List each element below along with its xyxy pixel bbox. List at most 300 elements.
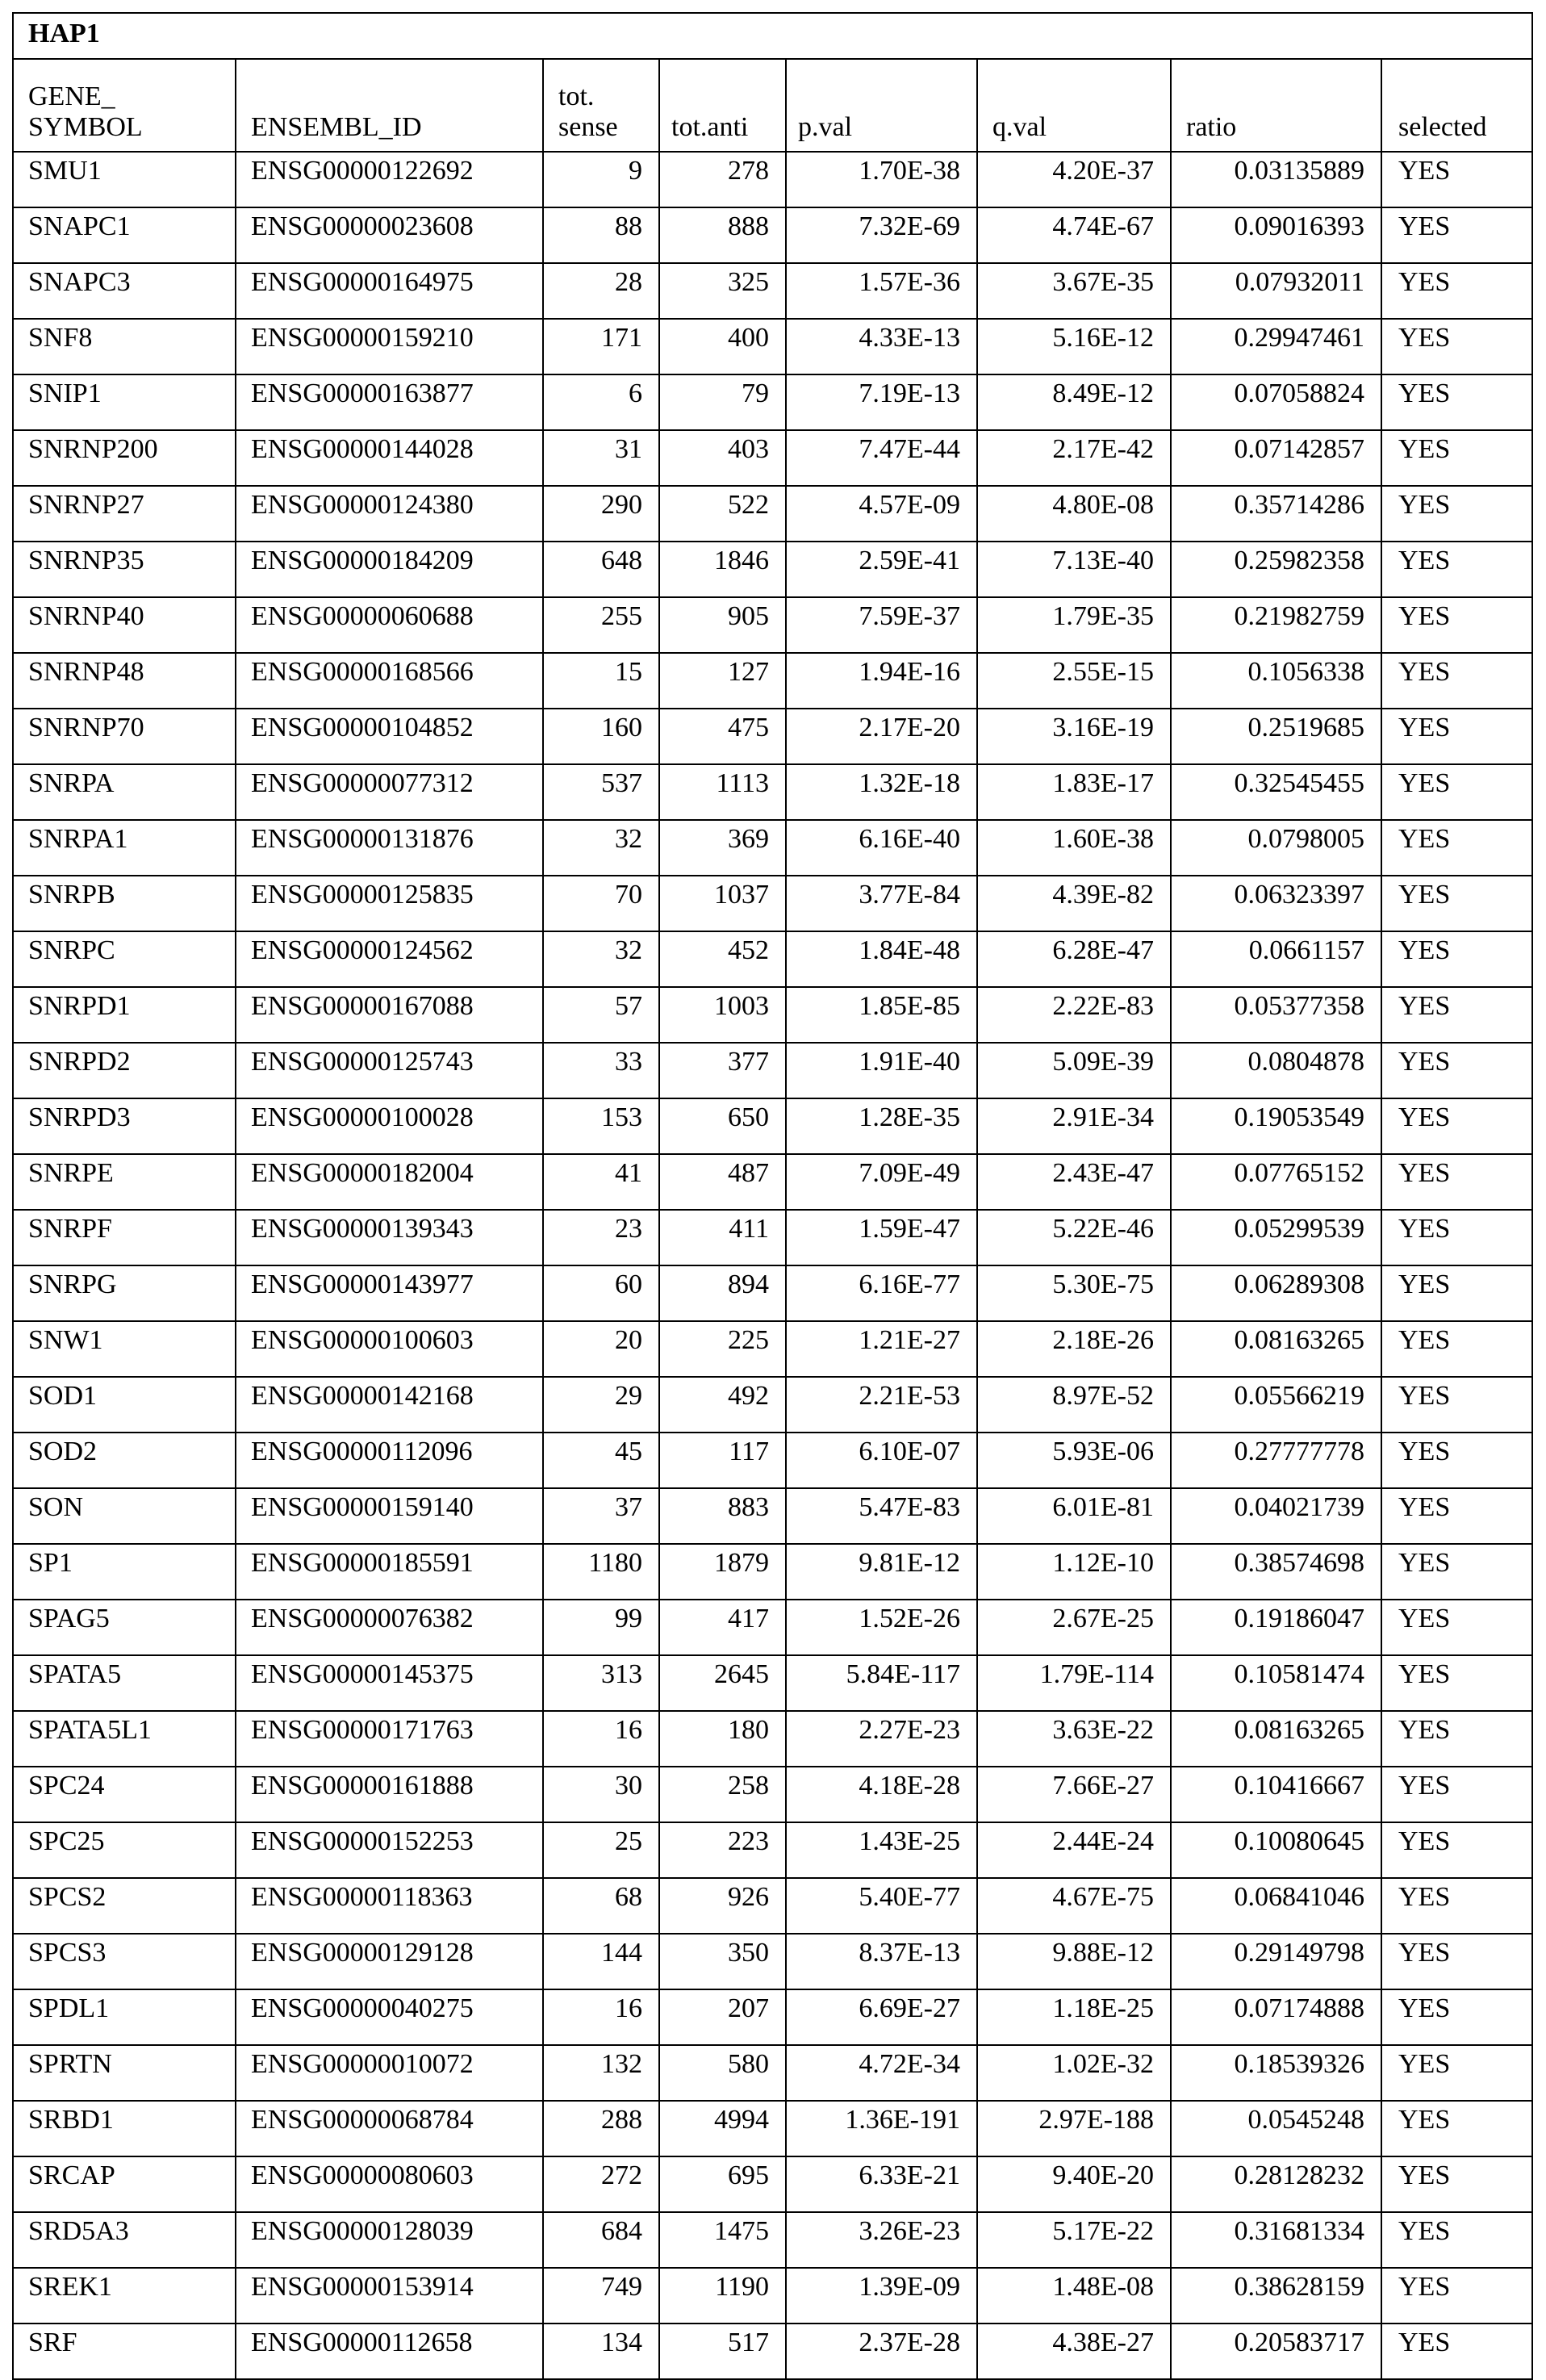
cell-gene-symbol: SPAG5 (13, 1600, 236, 1655)
cell-q-val: 1.02E-32 (977, 2045, 1171, 2101)
cell-ratio: 0.06841046 (1171, 1878, 1381, 1934)
cell-selected: YES (1381, 1488, 1532, 1544)
cell-tot-anti: 475 (659, 709, 786, 764)
cell-selected: YES (1381, 152, 1532, 207)
table-row (13, 1377, 1532, 1433)
cell-selected: YES (1381, 1377, 1532, 1433)
cell-selected: YES (1381, 764, 1532, 820)
cell-gene-symbol: SNRNP200 (13, 430, 236, 486)
cell-gene-symbol: SOD1 (13, 1377, 236, 1433)
cell-p-val: 4.33E-13 (786, 319, 977, 374)
cell-tot-anti: 417 (659, 1600, 786, 1655)
cell-gene-symbol: SRBD1 (13, 2101, 236, 2156)
cell-q-val: 4.80E-08 (977, 486, 1171, 542)
cell-selected: YES (1381, 263, 1532, 319)
cell-q-val: 1.60E-38 (977, 820, 1171, 876)
header-label: GENE_ SYMBOL (28, 82, 117, 143)
cell-ensembl-id: ENSG00000168566 (236, 653, 543, 709)
cell-q-val: 4.74E-67 (977, 207, 1171, 263)
table-row (13, 319, 1532, 374)
cell-q-val: 1.18E-25 (977, 1989, 1171, 2045)
cell-q-val: 3.63E-22 (977, 1711, 1171, 1767)
cell-gene-symbol: SNW1 (13, 1321, 236, 1377)
cell-selected: YES (1381, 1711, 1532, 1767)
cell-p-val: 1.91E-40 (786, 1043, 977, 1098)
cell-ratio: 0.19186047 (1171, 1600, 1381, 1655)
cell-tot-anti: 1113 (659, 764, 786, 820)
table-row (13, 2212, 1532, 2268)
cell-tot-anti: 580 (659, 2045, 786, 2101)
cell-p-val: 2.37E-28 (786, 2324, 977, 2379)
cell-ratio: 0.08163265 (1171, 1321, 1381, 1377)
cell-gene-symbol: SPCS2 (13, 1878, 236, 1934)
cell-ratio: 0.0804878 (1171, 1043, 1381, 1098)
cell-tot-sense: 160 (543, 709, 659, 764)
cell-tot-sense: 648 (543, 542, 659, 597)
cell-gene-symbol: SNAPC1 (13, 207, 236, 263)
cell-tot-anti: 1475 (659, 2212, 786, 2268)
cell-p-val: 4.57E-09 (786, 486, 977, 542)
cell-ensembl-id: ENSG00000104852 (236, 709, 543, 764)
cell-selected: YES (1381, 1655, 1532, 1711)
cell-q-val: 4.67E-75 (977, 1878, 1171, 1934)
cell-ratio: 0.05377358 (1171, 987, 1381, 1043)
cell-tot-anti: 369 (659, 820, 786, 876)
cell-ratio: 0.19053549 (1171, 1098, 1381, 1154)
cell-tot-anti: 377 (659, 1043, 786, 1098)
cell-selected: YES (1381, 931, 1532, 987)
cell-q-val: 6.01E-81 (977, 1488, 1171, 1544)
cell-ratio: 0.38628159 (1171, 2268, 1381, 2324)
cell-tot-anti: 1879 (659, 1544, 786, 1600)
cell-gene-symbol: SNRPA1 (13, 820, 236, 876)
cell-ensembl-id: ENSG00000023608 (236, 207, 543, 263)
cell-ensembl-id: ENSG00000060688 (236, 597, 543, 653)
cell-tot-anti: 1846 (659, 542, 786, 597)
cell-q-val: 5.16E-12 (977, 319, 1171, 374)
cell-selected: YES (1381, 597, 1532, 653)
cell-gene-symbol: SPDL1 (13, 1989, 236, 2045)
table-title-row (13, 13, 1532, 59)
cell-ensembl-id: ENSG00000077312 (236, 764, 543, 820)
cell-ratio: 0.05299539 (1171, 1210, 1381, 1265)
cell-q-val: 4.20E-37 (977, 152, 1171, 207)
cell-tot-anti: 278 (659, 152, 786, 207)
cell-gene-symbol: SOD2 (13, 1433, 236, 1488)
cell-p-val: 1.43E-25 (786, 1822, 977, 1878)
cell-ratio: 0.31681334 (1171, 2212, 1381, 2268)
cell-ensembl-id: ENSG00000129128 (236, 1934, 543, 1989)
cell-ensembl-id: ENSG00000040275 (236, 1989, 543, 2045)
table-row (13, 876, 1532, 931)
table-row (13, 430, 1532, 486)
cell-p-val: 2.17E-20 (786, 709, 977, 764)
cell-tot-anti: 2645 (659, 1655, 786, 1711)
cell-ensembl-id: ENSG00000118363 (236, 1878, 543, 1934)
cell-tot-anti: 1003 (659, 987, 786, 1043)
cell-ratio: 0.08163265 (1171, 1711, 1381, 1767)
cell-gene-symbol: SNRPA (13, 764, 236, 820)
cell-tot-anti: 883 (659, 1488, 786, 1544)
cell-p-val: 4.18E-28 (786, 1767, 977, 1822)
cell-tot-sense: 6 (543, 374, 659, 430)
cell-selected: YES (1381, 820, 1532, 876)
cell-q-val: 5.17E-22 (977, 2212, 1171, 2268)
cell-gene-symbol: SMU1 (13, 152, 236, 207)
cell-ratio: 0.07174888 (1171, 1989, 1381, 2045)
cell-p-val: 1.70E-38 (786, 152, 977, 207)
header-ensembl-id: ENSEMBL_ID (236, 59, 543, 152)
cell-gene-symbol: SPRTN (13, 2045, 236, 2101)
cell-q-val: 2.91E-34 (977, 1098, 1171, 1154)
cell-ensembl-id: ENSG00000144028 (236, 430, 543, 486)
cell-selected: YES (1381, 1043, 1532, 1098)
cell-tot-sense: 537 (543, 764, 659, 820)
cell-selected: YES (1381, 653, 1532, 709)
cell-p-val: 5.47E-83 (786, 1488, 977, 1544)
cell-selected: YES (1381, 1321, 1532, 1377)
table-row (13, 374, 1532, 430)
table-row (13, 1711, 1532, 1767)
cell-p-val: 1.32E-18 (786, 764, 977, 820)
cell-selected: YES (1381, 876, 1532, 931)
cell-selected: YES (1381, 1878, 1532, 1934)
cell-ratio: 0.07932011 (1171, 263, 1381, 319)
cell-ensembl-id: ENSG00000124562 (236, 931, 543, 987)
cell-ensembl-id: ENSG00000125835 (236, 876, 543, 931)
cell-ensembl-id: ENSG00000068784 (236, 2101, 543, 2156)
cell-p-val: 6.69E-27 (786, 1989, 977, 2045)
cell-selected: YES (1381, 2156, 1532, 2212)
cell-gene-symbol: SNRPG (13, 1265, 236, 1321)
cell-gene-symbol: SNAPC3 (13, 263, 236, 319)
cell-tot-sense: 28 (543, 263, 659, 319)
table-row (13, 1321, 1532, 1377)
cell-tot-anti: 258 (659, 1767, 786, 1822)
cell-ratio: 0.05566219 (1171, 1377, 1381, 1433)
cell-q-val: 4.39E-82 (977, 876, 1171, 931)
cell-p-val: 1.59E-47 (786, 1210, 977, 1265)
cell-tot-sense: 255 (543, 597, 659, 653)
cell-q-val: 2.44E-24 (977, 1822, 1171, 1878)
cell-tot-anti: 517 (659, 2324, 786, 2379)
cell-selected: YES (1381, 1098, 1532, 1154)
cell-q-val: 5.30E-75 (977, 1265, 1171, 1321)
cell-tot-sense: 144 (543, 1934, 659, 1989)
table-row (13, 2268, 1532, 2324)
cell-tot-sense: 134 (543, 2324, 659, 2379)
cell-tot-sense: 32 (543, 820, 659, 876)
cell-q-val: 2.17E-42 (977, 430, 1171, 486)
cell-ensembl-id: ENSG00000184209 (236, 542, 543, 597)
cell-tot-sense: 684 (543, 2212, 659, 2268)
cell-ensembl-id: ENSG00000143977 (236, 1265, 543, 1321)
cell-gene-symbol: SNRPD1 (13, 987, 236, 1043)
cell-ratio: 0.28128232 (1171, 2156, 1381, 2212)
cell-gene-symbol: SPC24 (13, 1767, 236, 1822)
cell-p-val: 1.94E-16 (786, 653, 977, 709)
cell-p-val: 7.47E-44 (786, 430, 977, 486)
cell-tot-anti: 650 (659, 1098, 786, 1154)
cell-selected: YES (1381, 1822, 1532, 1878)
cell-selected: YES (1381, 2268, 1532, 2324)
cell-selected: YES (1381, 374, 1532, 430)
table-row (13, 1544, 1532, 1600)
table-row (13, 1600, 1532, 1655)
cell-ensembl-id: ENSG00000153914 (236, 2268, 543, 2324)
cell-gene-symbol: SP1 (13, 1544, 236, 1600)
cell-ensembl-id: ENSG00000139343 (236, 1210, 543, 1265)
cell-selected: YES (1381, 542, 1532, 597)
cell-tot-sense: 25 (543, 1822, 659, 1878)
gene-table (12, 12, 1533, 2380)
cell-p-val: 6.16E-40 (786, 820, 977, 876)
table-body (13, 152, 1532, 2379)
cell-tot-anti: 350 (659, 1934, 786, 1989)
cell-tot-anti: 522 (659, 486, 786, 542)
cell-gene-symbol: SNRPB (13, 876, 236, 931)
header-p-val: p.val (786, 59, 977, 152)
cell-gene-symbol: SNRNP70 (13, 709, 236, 764)
cell-tot-sense: 29 (543, 1377, 659, 1433)
cell-p-val: 7.09E-49 (786, 1154, 977, 1210)
cell-tot-sense: 20 (543, 1321, 659, 1377)
cell-q-val: 8.49E-12 (977, 374, 1171, 430)
cell-tot-sense: 153 (543, 1098, 659, 1154)
cell-selected: YES (1381, 1433, 1532, 1488)
cell-ratio: 0.18539326 (1171, 2045, 1381, 2101)
cell-tot-anti: 888 (659, 207, 786, 263)
cell-p-val: 9.81E-12 (786, 1544, 977, 1600)
cell-ratio: 0.29149798 (1171, 1934, 1381, 1989)
cell-ratio: 0.0798005 (1171, 820, 1381, 876)
cell-selected: YES (1381, 709, 1532, 764)
table-row (13, 987, 1532, 1043)
cell-gene-symbol: SPATA5L1 (13, 1711, 236, 1767)
cell-ensembl-id: ENSG00000131876 (236, 820, 543, 876)
table-row (13, 2101, 1532, 2156)
cell-p-val: 1.28E-35 (786, 1098, 977, 1154)
cell-p-val: 6.16E-77 (786, 1265, 977, 1321)
cell-tot-anti: 452 (659, 931, 786, 987)
cell-tot-sense: 15 (543, 653, 659, 709)
cell-tot-anti: 411 (659, 1210, 786, 1265)
table-row (13, 709, 1532, 764)
cell-ensembl-id: ENSG00000164975 (236, 263, 543, 319)
cell-ratio: 0.38574698 (1171, 1544, 1381, 1600)
cell-tot-anti: 223 (659, 1822, 786, 1878)
table-title: HAP1 (13, 13, 1532, 59)
cell-p-val: 6.10E-07 (786, 1433, 977, 1488)
table-row (13, 1210, 1532, 1265)
cell-gene-symbol: SRD5A3 (13, 2212, 236, 2268)
cell-ratio: 0.20583717 (1171, 2324, 1381, 2379)
cell-tot-sense: 57 (543, 987, 659, 1043)
cell-gene-symbol: SNF8 (13, 319, 236, 374)
header-q-val: q.val (977, 59, 1171, 152)
table-row (13, 2045, 1532, 2101)
cell-selected: YES (1381, 207, 1532, 263)
cell-q-val: 2.43E-47 (977, 1154, 1171, 1210)
cell-tot-anti: 225 (659, 1321, 786, 1377)
cell-q-val: 1.48E-08 (977, 2268, 1171, 2324)
cell-p-val: 6.33E-21 (786, 2156, 977, 2212)
table-row (13, 1488, 1532, 1544)
table-row (13, 207, 1532, 263)
cell-gene-symbol: SNRPF (13, 1210, 236, 1265)
cell-tot-sense: 272 (543, 2156, 659, 2212)
cell-q-val: 2.67E-25 (977, 1600, 1171, 1655)
cell-ratio: 0.10581474 (1171, 1655, 1381, 1711)
cell-ratio: 0.2519685 (1171, 709, 1381, 764)
cell-ratio: 0.27777778 (1171, 1433, 1381, 1488)
table-row (13, 1822, 1532, 1878)
cell-tot-sense: 313 (543, 1655, 659, 1711)
cell-ensembl-id: ENSG00000100028 (236, 1098, 543, 1154)
cell-tot-sense: 68 (543, 1878, 659, 1934)
cell-selected: YES (1381, 430, 1532, 486)
cell-p-val: 8.37E-13 (786, 1934, 977, 1989)
cell-tot-anti: 695 (659, 2156, 786, 2212)
cell-ratio: 0.06289308 (1171, 1265, 1381, 1321)
cell-ensembl-id: ENSG00000161888 (236, 1767, 543, 1822)
header-tot-anti: tot.anti (659, 59, 786, 152)
cell-ratio: 0.32545455 (1171, 764, 1381, 820)
table-row (13, 486, 1532, 542)
cell-ensembl-id: ENSG00000171763 (236, 1711, 543, 1767)
cell-gene-symbol: SNRPC (13, 931, 236, 987)
table-row (13, 1098, 1532, 1154)
cell-ratio: 0.29947461 (1171, 319, 1381, 374)
cell-selected: YES (1381, 1154, 1532, 1210)
cell-tot-anti: 894 (659, 1265, 786, 1321)
cell-q-val: 1.83E-17 (977, 764, 1171, 820)
cell-p-val: 1.57E-36 (786, 263, 977, 319)
cell-tot-sense: 30 (543, 1767, 659, 1822)
cell-q-val: 3.67E-35 (977, 263, 1171, 319)
cell-selected: YES (1381, 2045, 1532, 2101)
cell-q-val: 6.28E-47 (977, 931, 1171, 987)
cell-tot-sense: 45 (543, 1433, 659, 1488)
cell-q-val: 8.97E-52 (977, 1377, 1171, 1433)
cell-ensembl-id: ENSG00000125743 (236, 1043, 543, 1098)
cell-p-val: 5.84E-117 (786, 1655, 977, 1711)
cell-gene-symbol: SRCAP (13, 2156, 236, 2212)
cell-gene-symbol: SNRNP40 (13, 597, 236, 653)
cell-ensembl-id: ENSG00000112658 (236, 2324, 543, 2379)
cell-tot-anti: 1037 (659, 876, 786, 931)
table-row (13, 2156, 1532, 2212)
cell-ensembl-id: ENSG00000112096 (236, 1433, 543, 1488)
cell-ensembl-id: ENSG00000145375 (236, 1655, 543, 1711)
cell-ratio: 0.03135889 (1171, 152, 1381, 207)
cell-tot-sense: 31 (543, 430, 659, 486)
cell-ratio: 0.10416667 (1171, 1767, 1381, 1822)
cell-tot-sense: 33 (543, 1043, 659, 1098)
cell-gene-symbol: SNRNP35 (13, 542, 236, 597)
cell-ratio: 0.1056338 (1171, 653, 1381, 709)
cell-selected: YES (1381, 319, 1532, 374)
cell-p-val: 3.77E-84 (786, 876, 977, 931)
cell-gene-symbol: SNRPD2 (13, 1043, 236, 1098)
cell-tot-sense: 132 (543, 2045, 659, 2101)
cell-ratio: 0.07765152 (1171, 1154, 1381, 1210)
cell-tot-sense: 23 (543, 1210, 659, 1265)
cell-ratio: 0.10080645 (1171, 1822, 1381, 1878)
cell-selected: YES (1381, 1989, 1532, 2045)
cell-selected: YES (1381, 1934, 1532, 1989)
table-row (13, 1655, 1532, 1711)
cell-p-val: 1.84E-48 (786, 931, 977, 987)
cell-gene-symbol: SON (13, 1488, 236, 1544)
cell-q-val: 5.93E-06 (977, 1433, 1171, 1488)
cell-tot-sense: 37 (543, 1488, 659, 1544)
cell-selected: YES (1381, 2101, 1532, 2156)
table-row (13, 597, 1532, 653)
cell-q-val: 2.97E-188 (977, 2101, 1171, 2156)
table-row (13, 1767, 1532, 1822)
cell-p-val: 7.19E-13 (786, 374, 977, 430)
cell-q-val: 5.22E-46 (977, 1210, 1171, 1265)
cell-q-val: 1.12E-10 (977, 1544, 1171, 1600)
cell-q-val: 4.38E-27 (977, 2324, 1171, 2379)
cell-gene-symbol: SNRPD3 (13, 1098, 236, 1154)
cell-tot-anti: 905 (659, 597, 786, 653)
cell-p-val: 2.59E-41 (786, 542, 977, 597)
cell-tot-sense: 171 (543, 319, 659, 374)
cell-ensembl-id: ENSG00000182004 (236, 1154, 543, 1210)
header-row (13, 59, 1532, 152)
cell-tot-anti: 207 (659, 1989, 786, 2045)
cell-tot-sense: 88 (543, 207, 659, 263)
cell-selected: YES (1381, 1767, 1532, 1822)
table-row (13, 1433, 1532, 1488)
cell-p-val: 7.59E-37 (786, 597, 977, 653)
cell-tot-anti: 4994 (659, 2101, 786, 2156)
cell-ensembl-id: ENSG00000100603 (236, 1321, 543, 1377)
table-row (13, 542, 1532, 597)
table-row (13, 2324, 1532, 2379)
table-row (13, 764, 1532, 820)
cell-gene-symbol: SNIP1 (13, 374, 236, 430)
cell-ratio: 0.07142857 (1171, 430, 1381, 486)
cell-selected: YES (1381, 486, 1532, 542)
cell-tot-sense: 9 (543, 152, 659, 207)
cell-tot-anti: 487 (659, 1154, 786, 1210)
cell-tot-sense: 32 (543, 931, 659, 987)
cell-ratio: 0.21982759 (1171, 597, 1381, 653)
cell-ensembl-id: ENSG00000163877 (236, 374, 543, 430)
table-row (13, 820, 1532, 876)
cell-ensembl-id: ENSG00000167088 (236, 987, 543, 1043)
header-label: tot. sense (558, 82, 623, 143)
cell-tot-anti: 403 (659, 430, 786, 486)
cell-selected: YES (1381, 1265, 1532, 1321)
header-gene-symbol (13, 59, 236, 152)
cell-selected: YES (1381, 987, 1532, 1043)
cell-tot-sense: 288 (543, 2101, 659, 2156)
table-row (13, 1934, 1532, 1989)
cell-tot-anti: 926 (659, 1878, 786, 1934)
cell-gene-symbol: SPCS3 (13, 1934, 236, 1989)
cell-ensembl-id: ENSG00000185591 (236, 1544, 543, 1600)
cell-q-val: 3.16E-19 (977, 709, 1171, 764)
cell-ensembl-id: ENSG00000080603 (236, 2156, 543, 2212)
cell-selected: YES (1381, 1210, 1532, 1265)
table-row (13, 931, 1532, 987)
cell-p-val: 1.52E-26 (786, 1600, 977, 1655)
cell-ratio: 0.35714286 (1171, 486, 1381, 542)
